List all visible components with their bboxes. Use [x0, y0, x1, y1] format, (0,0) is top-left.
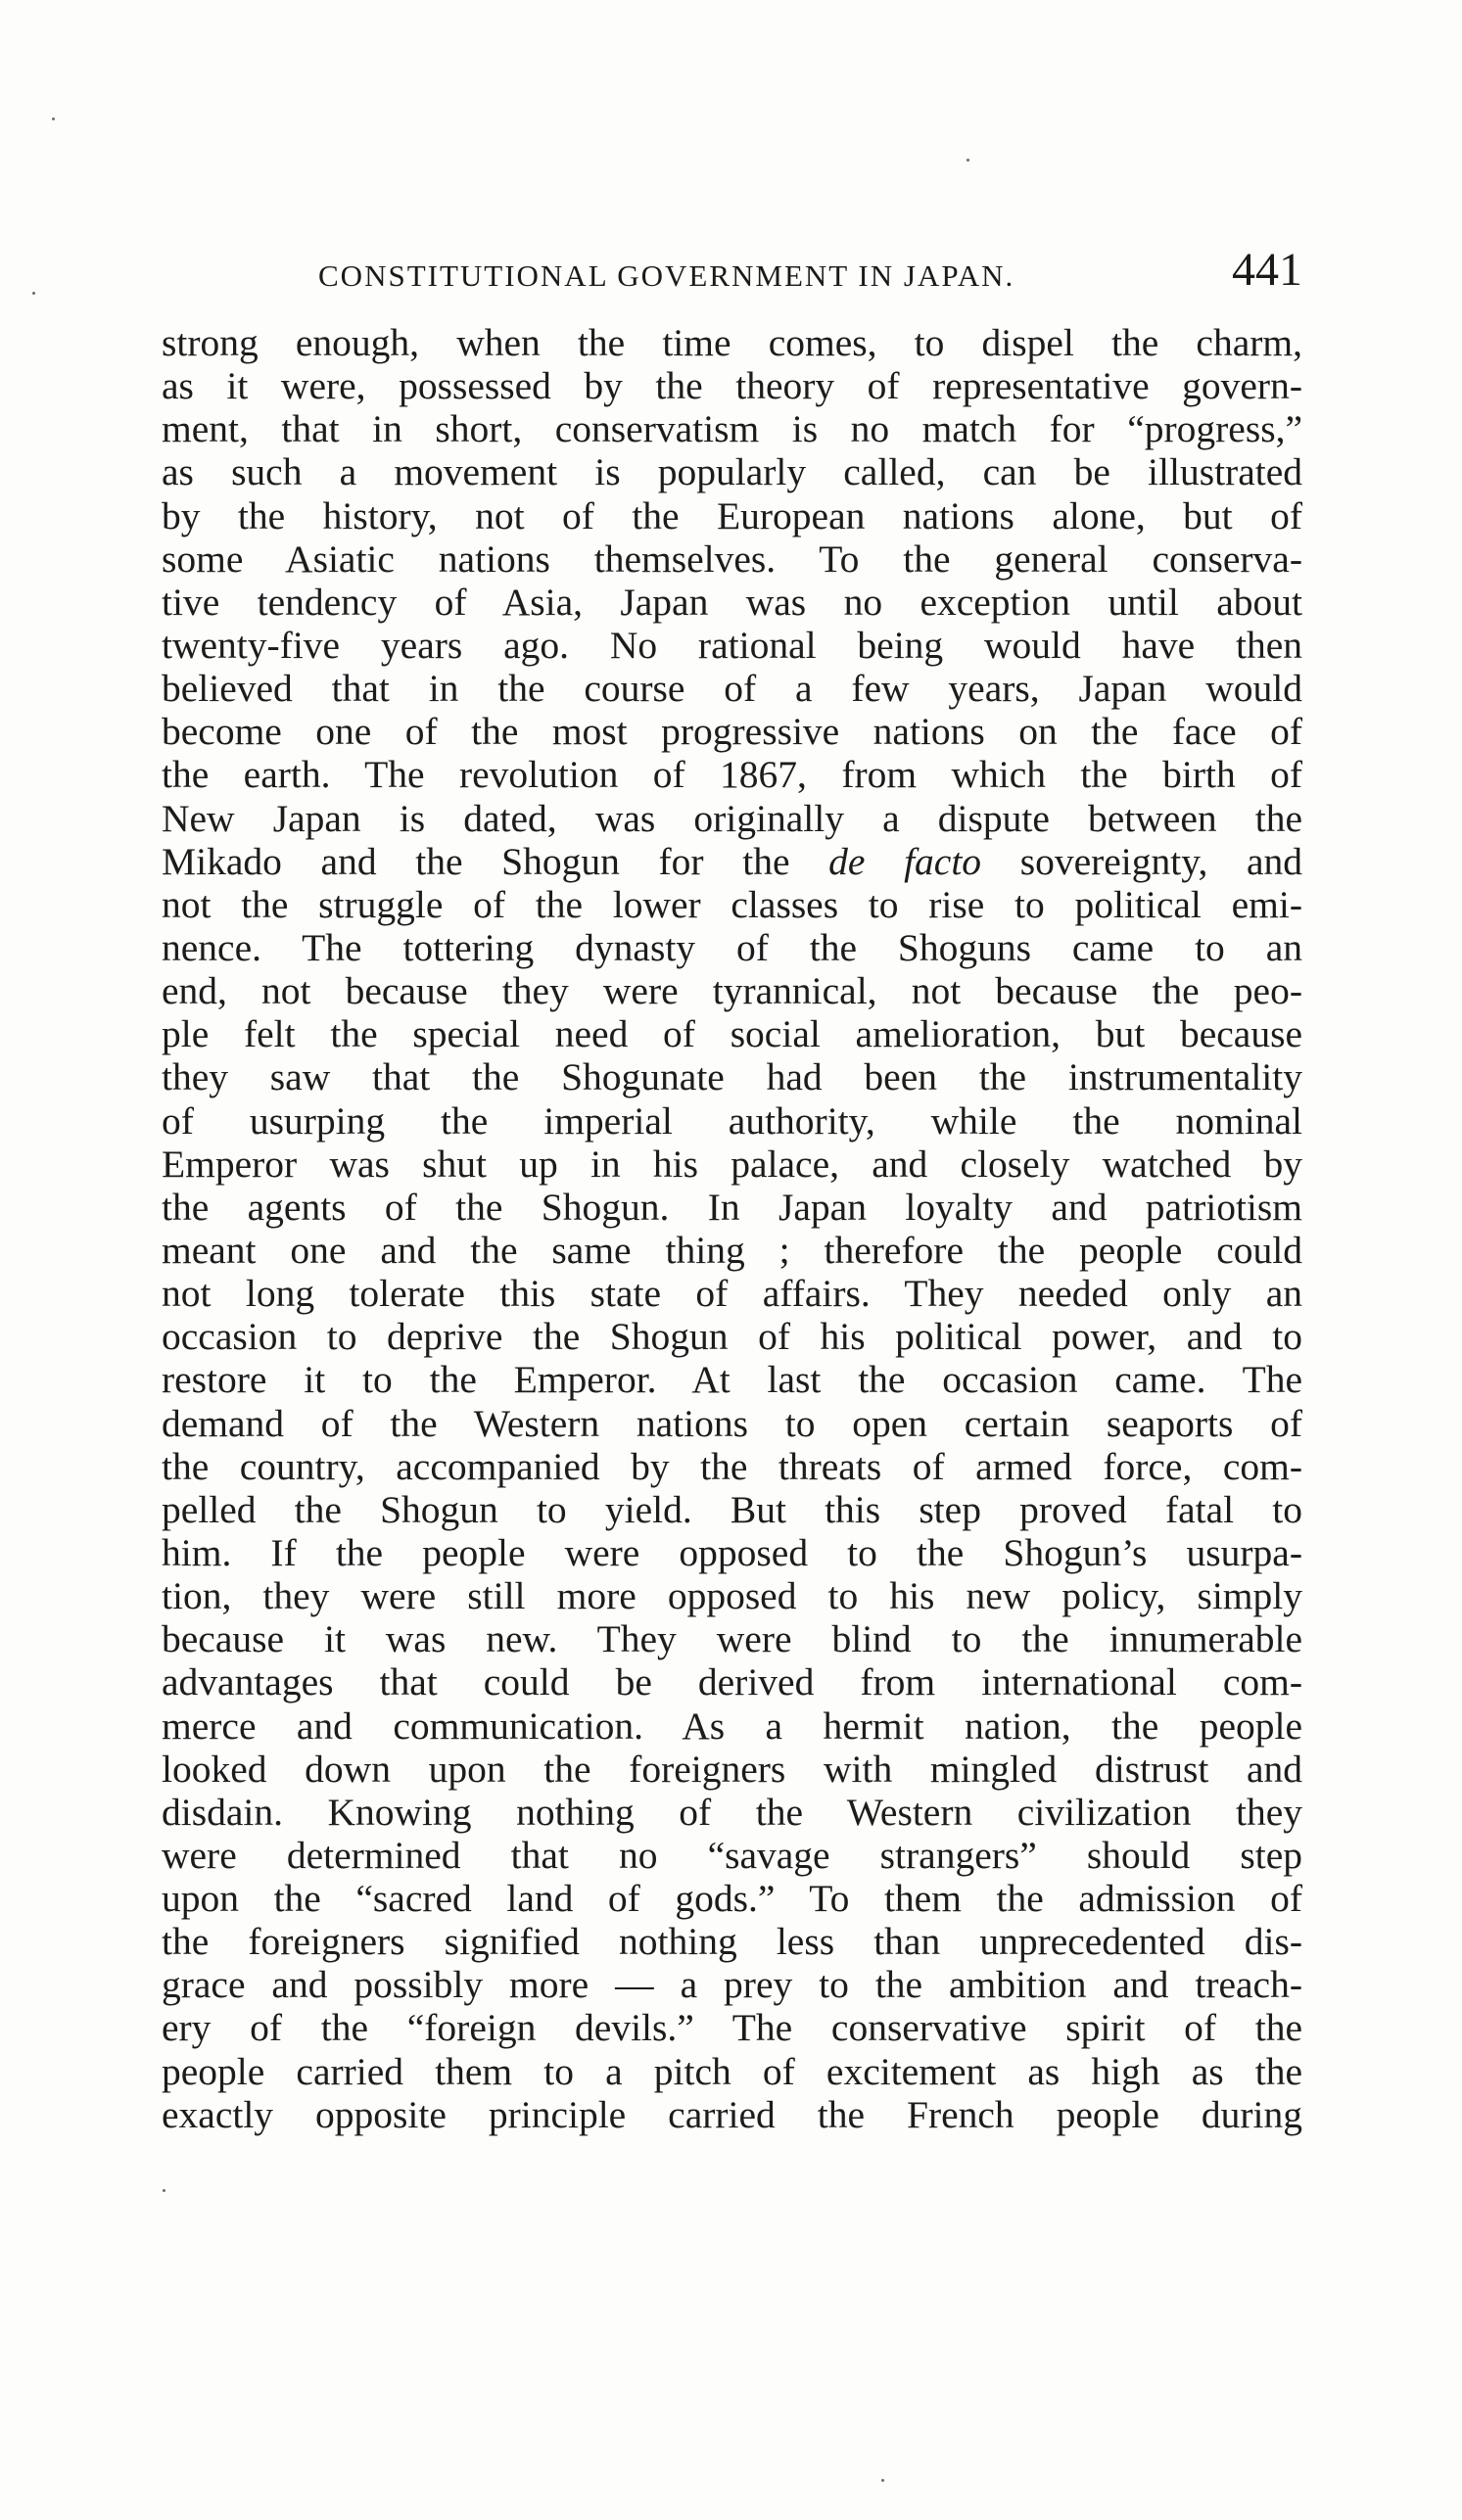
text-line: tive tendency of Asia, Japan was no exception until about	[162, 580, 1302, 624]
text-line: twenty-five years ago. No rational being would have then	[162, 623, 1302, 667]
text-line: tion, they were still more opposed to his new policy, simply	[162, 1574, 1302, 1618]
text-line: not long tolerate this state of affairs. They needed only an	[162, 1272, 1302, 1316]
text-line: as it were, possessed by the theory of representative govern-	[162, 364, 1302, 408]
text-line: as such a movement is popularly called, can be illustrated	[162, 450, 1302, 494]
text-line: the earth. The revolution of 1867, from which the birth of	[162, 753, 1302, 797]
text-line: upon the “sacred land of gods.” To them the admission of	[162, 1877, 1302, 1921]
text-line: people carried them to a pitch of excitement as high as the	[162, 2049, 1302, 2093]
text-line: of usurping the imperial authority, while the nominal	[162, 1098, 1302, 1143]
text-line: ple felt the special need of social amelioration, but because	[162, 1012, 1302, 1056]
text-line: occasion to deprive the Shogun of his political power, and to	[162, 1315, 1302, 1359]
running-title: CONSTITUTIONAL GOVERNMENT IN JAPAN.	[318, 258, 1015, 293]
text-line: exactly opposite principle carried the French people during	[162, 2092, 1302, 2136]
text-line: not the struggle of the lower classes to rise to political emi-	[162, 882, 1302, 926]
text-line: some Asiatic nations themselves. To the general conserva-	[162, 537, 1302, 581]
paper-speck	[163, 2189, 165, 2192]
text-line: nence. The tottering dynasty of the Shoguns came to an	[162, 925, 1302, 969]
paper-speck	[967, 159, 969, 162]
text-line: were determined that no “savage strangers” should step	[162, 1833, 1302, 1877]
text-line: looked down upon the foreigners with mingled distrust and	[162, 1747, 1302, 1791]
text-line: strong enough, when the time comes, to dispel the charm,	[162, 321, 1302, 364]
text-line: believed that in the course of a few years, Japan would	[162, 667, 1302, 711]
text-line: merce and communication. As a hermit nation, the people	[162, 1703, 1302, 1748]
text-line: ment, that in short, conservatism is no match for “progress,”	[162, 407, 1302, 451]
body-paragraph	[162, 321, 1302, 2136]
text-line: grace and possibly more — a prey to the ambition and treach-	[162, 1963, 1302, 2007]
italic-phrase: de facto	[828, 839, 982, 883]
text-line: demand of the Western nations to open certain seaports of	[162, 1401, 1302, 1445]
text-line: Mikado and the Shogun for the de facto sovereignty, and	[162, 839, 1303, 883]
paper-speck	[32, 292, 35, 295]
text-line: they saw that the Shogunate had been the instrumentality	[162, 1055, 1302, 1099]
text-line: become one of the most progressive nations on the face of	[162, 710, 1302, 754]
text-line: end, not because they were tyrannical, not because the peo-	[162, 969, 1302, 1013]
text-line: New Japan is dated, was originally a dispute between the	[162, 796, 1302, 840]
text-line: because it was new. They were blind to the innumerable	[162, 1617, 1302, 1661]
text-line: disdain. Knowing nothing of the Western civilization they	[162, 1790, 1302, 1834]
text-line: advantages that could be derived from international com-	[162, 1660, 1302, 1704]
text-line: the country, accompanied by the threats of armed force, com-	[162, 1444, 1302, 1488]
text-line: ery of the “foreign devils.” The conservative spirit of the	[162, 2006, 1302, 2050]
paper-speck	[881, 2479, 884, 2482]
text-line: Emperor was shut up in his palace, and closely watched by	[162, 1142, 1302, 1186]
text-line: him. If the people were opposed to the Shogun’s usurpa-	[162, 1530, 1302, 1574]
text-line: the agents of the Shogun. In Japan loyalty and patriotism	[162, 1185, 1302, 1229]
text-line: restore it to the Emperor. At last the occasion came. The	[162, 1358, 1302, 1402]
paper-speck	[52, 117, 55, 120]
text-line: the foreigners signified nothing less than unprecedented dis-	[162, 1920, 1302, 1964]
text-line: by the history, not of the European nations alone, but of	[162, 493, 1302, 537]
text-line: meant one and the same thing ; therefore the people could	[162, 1228, 1302, 1272]
page-number: 441	[1232, 244, 1302, 296]
text-line: pelled the Shogun to yield. But this step proved fatal to	[162, 1487, 1302, 1531]
running-header	[162, 243, 1302, 302]
